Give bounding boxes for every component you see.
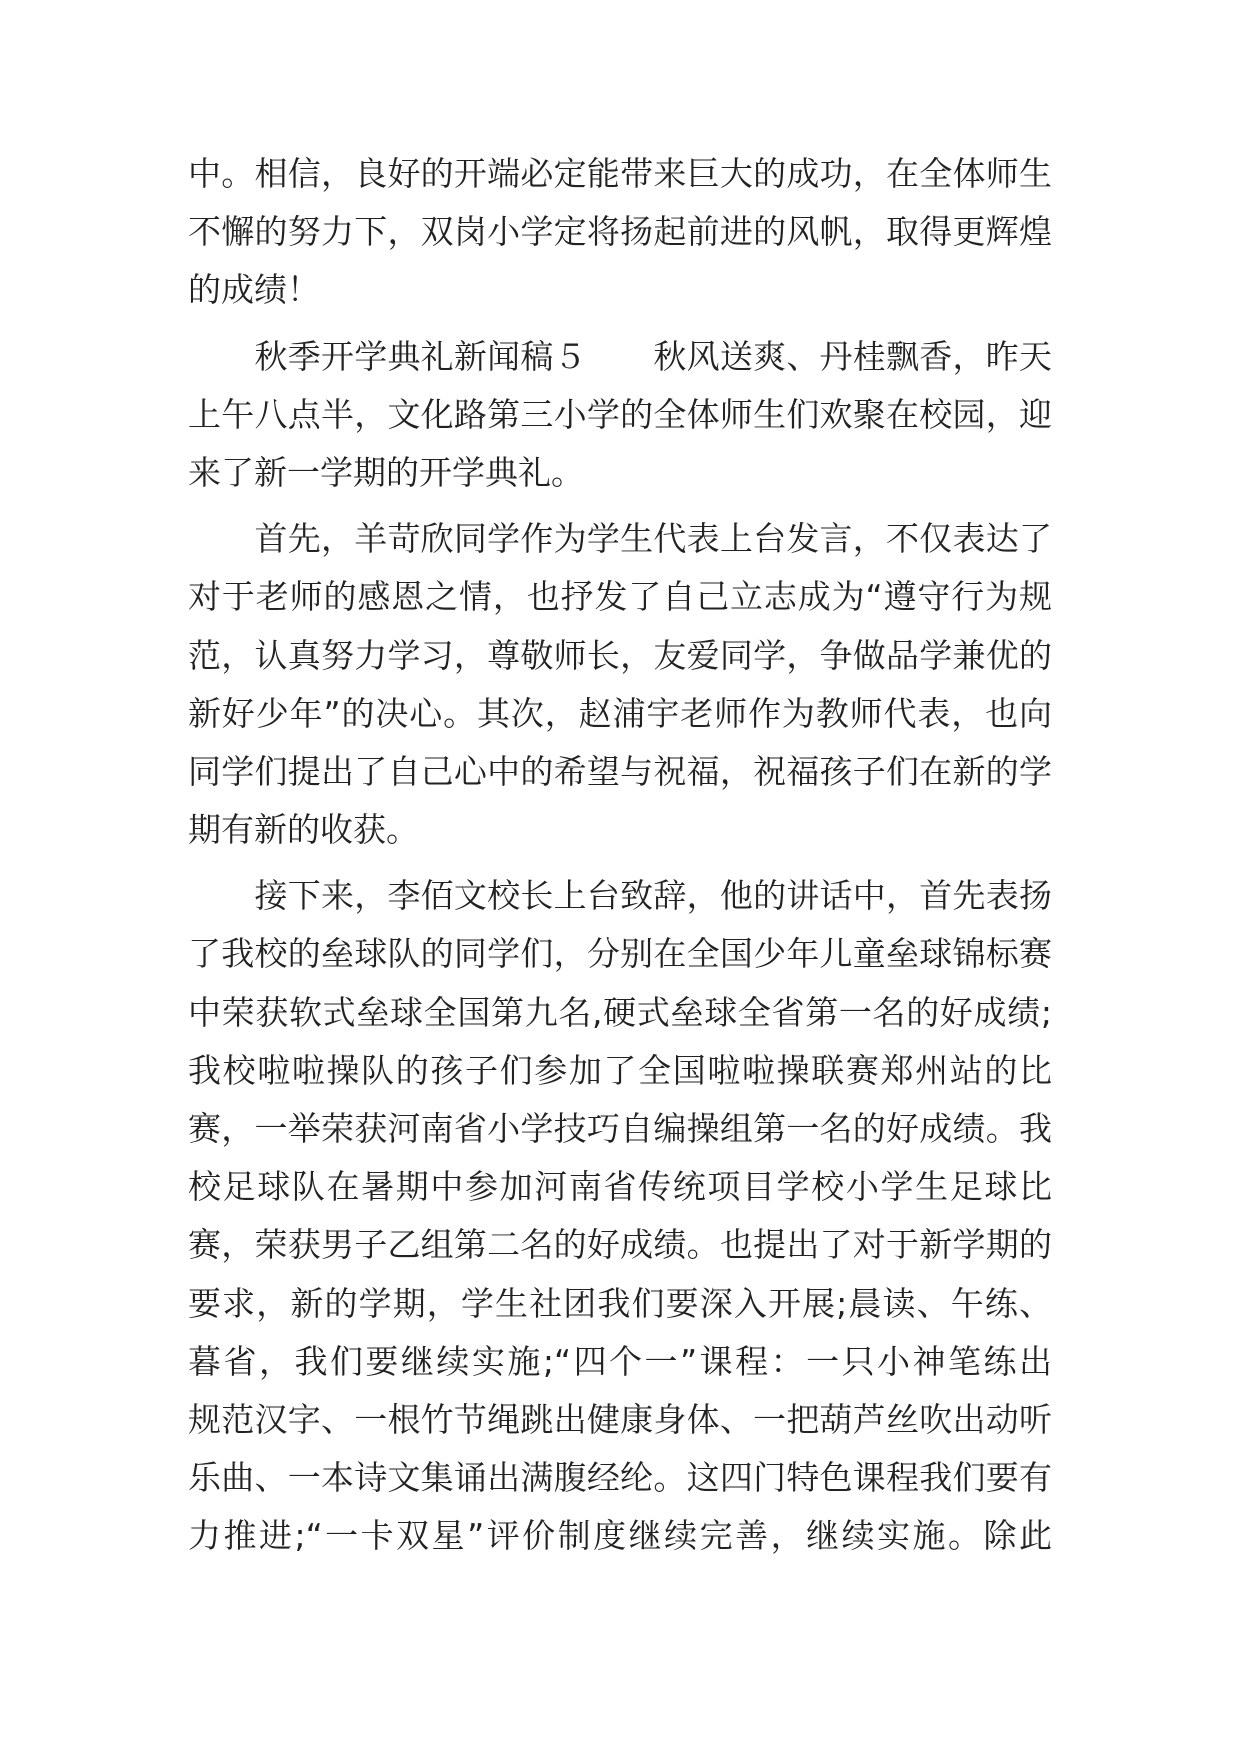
text-line: 首先，羊苛欣同学作为学生代表上台发言，不仅表达了 <box>188 519 1052 559</box>
text-line: 同学们提出了自己心中的希望与祝福，祝福孩子们在新的学 <box>188 751 1052 791</box>
paragraph-3 <box>188 510 1052 859</box>
text-line: 秋季开学典礼新闻稿５ 秋风送爽、丹桂飘香，昨天 <box>188 336 1052 376</box>
text-line: 我校啦啦操队的孩子们参加了全国啦啦操联赛郑州站的比 <box>188 1050 1052 1090</box>
paragraph-1 <box>188 145 1052 320</box>
paragraph-4 <box>188 867 1052 1565</box>
text-line: 范，认真努力学习，尊敬师长，友爱同学，争做品学兼优的 <box>188 635 1052 675</box>
text-line: 上午八点半，文化路第三小学的全体师生们欢聚在校园，迎 <box>188 394 1052 434</box>
text-line: 期有新的收获。 <box>188 810 419 850</box>
text-line: 校足球队在暑期中参加河南省传统项目学校小学生足球比 <box>188 1167 1052 1207</box>
text-line: 了我校的垒球队的同学们，分别在全国少年儿童垒球锦标赛 <box>188 934 1052 974</box>
text-line: 对于老师的感恩之情，也抒发了自己立志成为“遵守行为规 <box>188 577 1052 617</box>
text-line: 暮省，我们要继续实施;“四个一”课程：一只小神笔练出 <box>188 1341 1052 1381</box>
text-line: 规范汉字、一根竹节绳跳出健康身体、一把葫芦丝吹出动听 <box>188 1399 1052 1439</box>
text-line: 力推进;“一卡双星”评价制度继续完善，继续实施。除此 <box>188 1516 1052 1556</box>
text-line: 要求，新的学期，学生社团我们要深入开展;晨读、午练、 <box>188 1283 1052 1323</box>
text-line: 赛，一举荣获河南省小学技巧自编操组第一名的好成绩。我 <box>188 1109 1052 1148</box>
paragraph-spacing <box>188 320 1052 328</box>
text-line: 不懈的努力下，双岗小学定将扬起前进的风帆，取得更辉煌 <box>188 212 1052 252</box>
text-line: 接下来，李佰文校长上台致辞，他的讲话中，首先表扬 <box>188 876 1052 916</box>
text-line: 乐曲、一本诗文集诵出满腹经纶。这四门特色课程我们要有 <box>188 1458 1052 1498</box>
text-line: 的成绩！ <box>188 270 320 310</box>
paragraph-2 <box>188 328 1052 503</box>
text-line: 中荣获软式垒球全国第九名,硬式垒球全省第一名的好成绩; <box>188 992 1052 1032</box>
paragraph-spacing <box>188 859 1052 867</box>
text-line: 赛，荣获男子乙组第二名的好成绩。也提出了对于新学期的 <box>188 1225 1052 1265</box>
text-line: 中。相信，良好的开端必定能带来巨大的成功，在全体师生 <box>188 154 1052 193</box>
text-line: 新好少年”的决心。其次，赵浦宇老师作为教师代表，也向 <box>188 693 1052 733</box>
document-page <box>188 145 1052 1566</box>
paragraph-spacing <box>188 502 1052 510</box>
text-line: 来了新一学期的开学典礼。 <box>188 452 584 492</box>
